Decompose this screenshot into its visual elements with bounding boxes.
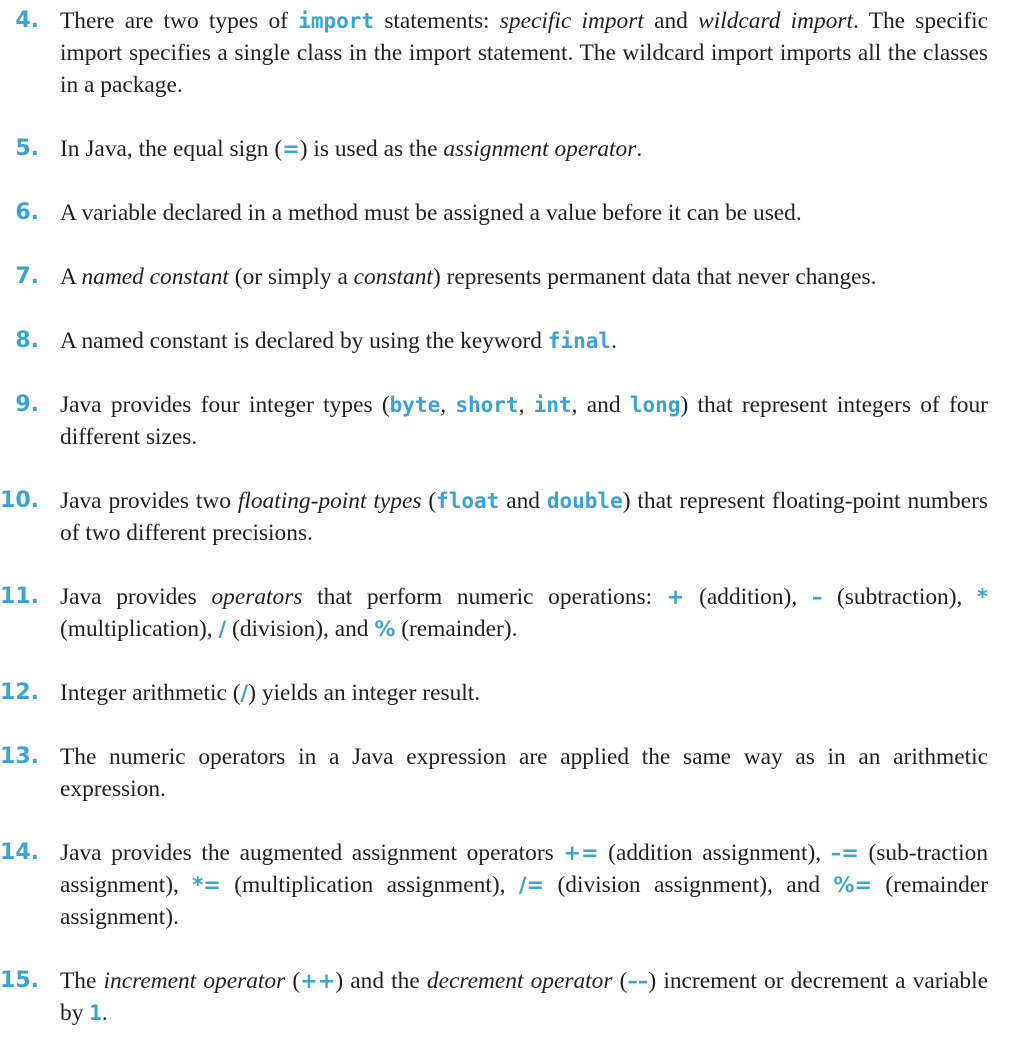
item-text: In Java, the equal sign (=) is used as the assignment operator. xyxy=(60,136,643,162)
item-text: A variable declared in a method must be assigned a value before it can be used. xyxy=(60,200,802,226)
item-text: Integer arithmetic (/) yields an integer result. xyxy=(60,680,481,706)
item-number: 10. xyxy=(0,488,39,513)
item-text: Java provides the augmented assignment operators += (addition assignment), –= (sub-traction assignment), *= (multiplication assignment), /= (division assignment), and %= (remainder assignment). xyxy=(60,840,989,930)
item-number: 13. xyxy=(0,744,39,769)
item-text: Java provides four integer types (byte, short, int, and long) that represent integers of four different sizes. xyxy=(60,392,988,450)
item-number: 11. xyxy=(0,584,39,609)
item-text: Java provides operators that perform numeric operations: + (addition), – (subtraction), * (multiplication), / (division), and % (remainder). xyxy=(60,584,989,642)
item-number: 12. xyxy=(0,680,39,705)
item-text: A named constant is declared by using the keyword final. xyxy=(60,328,617,354)
item-number: 15. xyxy=(0,968,39,993)
item-number: 7. xyxy=(15,264,39,289)
item-text: The numeric operators in a Java expression are applied the same way as in an arithmetic expression. xyxy=(60,744,988,802)
item-number: 9. xyxy=(15,392,39,417)
item-number: 14. xyxy=(0,840,39,865)
item-text: Java provides two floating-point types (float and double) that represent floating-point numbers of two different precisions. xyxy=(60,488,988,546)
item-text: There are two types of import statements: specific import and wildcard import. The specific import specifies a single class in the import statement. The wildcard import imports all the classes in a package. xyxy=(60,8,989,98)
item-number: 6. xyxy=(15,200,39,225)
item-number: 5. xyxy=(15,136,39,161)
item-number: 4. xyxy=(15,8,39,33)
item-text: The increment operator (++) and the decrement operator (––) increment or decrement a variable by 1. xyxy=(60,968,989,1026)
item-number: 8. xyxy=(15,328,39,353)
item-text: A named constant (or simply a constant) represents permanent data that never changes. xyxy=(60,264,877,290)
